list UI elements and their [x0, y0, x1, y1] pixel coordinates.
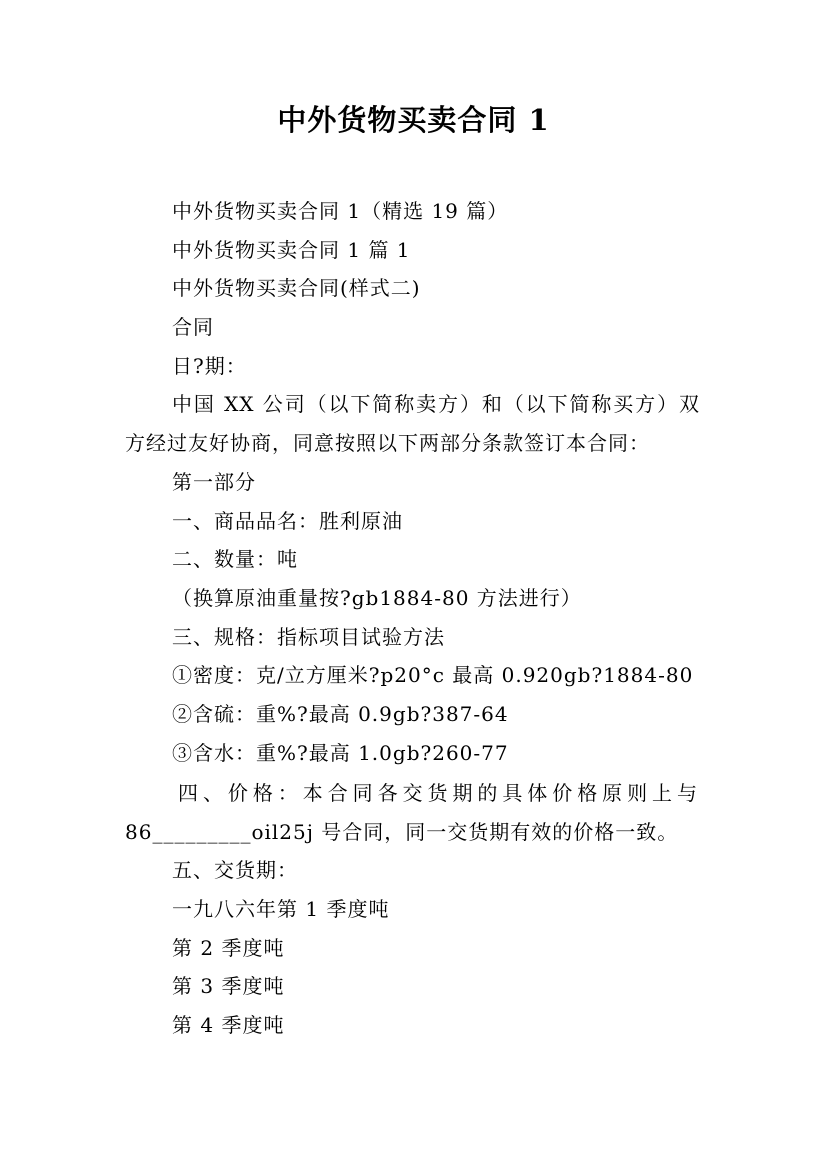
- doc-line-conversion: （换算原油重量按?gb1884-80 方法进行）: [172, 586, 582, 610]
- doc-line-density: ①密度：克/立方厘米?p20°c 最高 0.920gb?1884-80: [172, 663, 694, 687]
- doc-line-date: 日?期：: [172, 354, 247, 378]
- doc-line-contract: 合同: [172, 315, 214, 339]
- doc-line-parties: 中国 XX 公司（以下简称卖方）和（以下简称买方）双: [172, 392, 700, 416]
- doc-line-q2: 第 2 季度吨: [172, 936, 285, 960]
- doc-line-quantity: 二、数量：吨: [172, 547, 298, 571]
- doc-line-commodity: 一、商品品名：胜利原油: [172, 509, 403, 533]
- doc-line-subtitle: 中外货物买卖合同 1（精选 19 篇）: [172, 199, 509, 223]
- doc-line-q1: 一九八六年第 1 季度吨: [172, 897, 390, 921]
- doc-line-specification: 三、规格：指标项目试验方法: [172, 625, 445, 649]
- doc-line-sample-title: 中外货物买卖合同(样式二): [172, 276, 421, 300]
- doc-line-delivery: 五、交货期：: [172, 858, 298, 882]
- document-title: 中外货物买卖合同 1: [277, 103, 550, 137]
- doc-line-sulfur: ②含硫：重%?最高 0.9gb?387-64: [172, 702, 509, 726]
- doc-line-price-cont: 86_________oil25j 号合同，同一交货期有效的价格一致。: [125, 820, 679, 844]
- doc-line-q4: 第 4 季度吨: [172, 1013, 285, 1037]
- doc-line-part-one: 第一部分: [172, 470, 256, 494]
- doc-line-price: 四、价格：本合同各交货期的具体价格原则上与: [178, 781, 698, 805]
- doc-line-q3: 第 3 季度吨: [172, 974, 285, 998]
- doc-line-water: ③含水：重%?最高 1.0gb?260-77: [172, 741, 509, 765]
- doc-line-article-heading: 中外货物买卖合同 1 篇 1: [172, 238, 411, 262]
- doc-line-parties-cont: 方经过友好协商，同意按照以下两部分条款签订本合同：: [125, 431, 650, 455]
